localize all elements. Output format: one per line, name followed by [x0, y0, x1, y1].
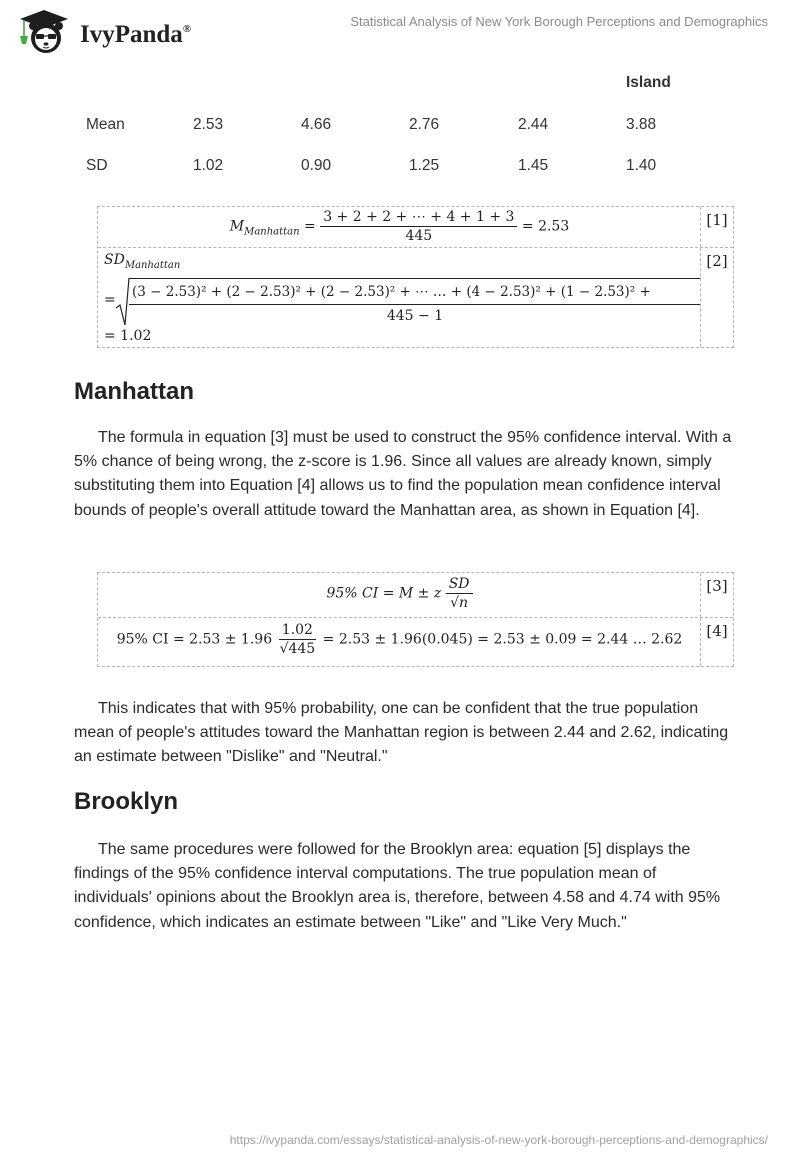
fraction: $\frac{1.02}{√445}$ — [279, 622, 316, 657]
equation-content: $M_{Manhattan}$ = $\frac{3 + 2 + 2 + \cdots + 4 + 1 + 3}{445}$ = 2.53 — [229, 209, 570, 244]
section-heading-manhattan: Manhattan — [74, 378, 194, 405]
equation-1 — [98, 207, 733, 248]
table-cell: 0.90 — [301, 157, 332, 174]
table-cell: 1.40 — [626, 157, 657, 174]
page-header — [0, 0, 800, 60]
logo[interactable] — [16, 8, 191, 56]
equation-box-mean-sd — [97, 206, 734, 348]
table-cell: 3.88 — [626, 116, 657, 133]
table-cell: 4.66 — [301, 116, 332, 133]
table-cell: 2.76 — [409, 116, 440, 133]
sd-result: = 1.02 — [104, 328, 152, 344]
table-cell: 1.02 — [193, 157, 224, 174]
equation-number: [2] — [700, 248, 733, 347]
equation-3 — [98, 573, 733, 618]
sqrt-icon — [116, 278, 130, 326]
row-label: Mean — [86, 116, 125, 133]
fraction: $\frac{3 + 2 + 2 + \cdots + 4 + 1 + 3}{445}$ — [320, 208, 517, 245]
equals-sign: = — [104, 292, 116, 308]
column-header: Island — [626, 74, 671, 91]
table-cell: 1.25 — [409, 157, 440, 174]
sd-denominator: 445 − 1 — [386, 308, 444, 324]
table-row — [86, 157, 726, 177]
equation-number: [4] — [700, 618, 733, 666]
panda-graduate-icon — [16, 8, 72, 56]
fraction: $\frac{SD}{√n}$ — [446, 575, 473, 612]
table-cell: 2.53 — [193, 116, 224, 133]
equation-number: [1] — [700, 207, 733, 247]
equation-number: [3] — [700, 573, 733, 617]
paragraph: The same procedures were followed for the Brooklyn area: equation [5] displays the findings of the 95% confidence interval computations. The true population mean of individuals' opinions about the Brooklyn area is, therefore, between 4.58 and 4.74 with 95% confidence, which indicates an estimate between "Like" and "Like Very Much." — [74, 841, 721, 931]
equation-4 — [98, 618, 733, 666]
equation-content: 95% CI = M ± z $\frac{SD}{√n}$ — [98, 575, 701, 612]
document-title: Statistical Analysis of New York Borough Perceptions and Demographics — [350, 14, 768, 29]
logo-text: IvyPanda® — [80, 21, 192, 48]
table-cell: 1.45 — [518, 157, 549, 174]
equation-lhs: $SD_{Manhattan}$ — [104, 252, 181, 271]
table-cell: 2.44 — [518, 116, 549, 133]
table-row — [86, 116, 726, 136]
source-url[interactable]: https://ivypanda.com/essays/statistical-analysis-of-new-york-borough-perceptions-and-demographics/ — [229, 1133, 768, 1147]
equation-2 — [98, 248, 733, 347]
paragraph: The formula in equation [3] must be used to construct the 95% confidence interval. With a 5% chance of being wrong, the z-score is 1.96. Since all values are already known, simply substituting them into Equation [4] allows us to find the population mean confidence interval bounds of people's overall attitude toward the Manhattan area, as shown in Equation [4]. — [74, 429, 732, 519]
table-header-row — [86, 74, 726, 94]
equation-content: 95% CI = 2.53 ± 1.96 $\frac{1.02}{√445}$ = 2.53 ± 1.96(0.045) = 2.53 ± 0.09 = 2.44 … 2.62 — [116, 622, 683, 657]
section-heading-brooklyn: Brooklyn — [74, 788, 179, 815]
equation-box-ci — [97, 572, 734, 667]
row-label: SD — [86, 157, 108, 174]
sd-numerator: (3 − 2.53)² + (2 − 2.53)² + (2 − 2.53)² + ⋯ … + (4 − 2.53)² + (1 − 2.53)² + — [132, 284, 651, 300]
paragraph: This indicates that with 95% probability, one can be confident that the true population mean of people's attitudes toward the Manhattan region is between 2.44 and 2.62, indicating an estimate between "Dislike" and "Neutral." — [74, 700, 729, 766]
